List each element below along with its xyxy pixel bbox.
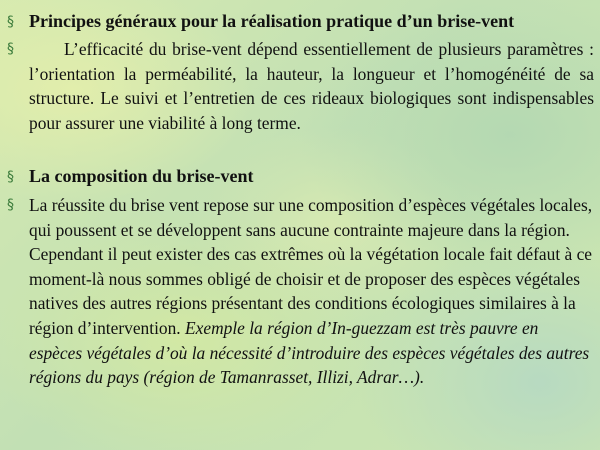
- bullet-icon: §: [7, 197, 14, 213]
- bullet-icon: §: [7, 14, 14, 30]
- bullet-icon: §: [7, 169, 14, 185]
- paragraph-composition: [0, 193, 600, 443]
- bullet-icon: §: [7, 41, 14, 57]
- paragraph-body: L’efficacité du brise-vent dépend essentiellement de plusieurs paramètres : l’orientation la perméabilité, la hauteur, la longueur et l’homogénéité de sa structure. Le suivi et l’entretien de ces rideaux biologiques sont indispensables pour assurer une viabilité à long terme.: [29, 39, 594, 133]
- section-heading-composition: [0, 165, 600, 189]
- heading-text: Principes généraux pour la réalisation pratique d’un brise-vent: [29, 11, 515, 31]
- paragraph-text: [29, 37, 594, 135]
- paragraph-example: Exemple la région d’In-guezzam est très pauvre en espèces végétales d’où la nécessité d’introduire des espèces végétales des autres régions du pays (région de Tamanrasset, Illizi, Adrar…).: [29, 317, 590, 388]
- paragraph-body: La réussite du brise vent repose sur une composition d’espèces végétales locales, qui poussent et se développent sans aucune contrainte majeure dans la région. Cependant il peut exister des cas extrêmes où la végétation locale fait défaut à ce moment-là nous sommes obligé de choisir et de proposer des espèces végétales natives des autres régions présentant des conditions écologiques similaires à la région d’intervention.: [29, 195, 593, 338]
- paragraph-text: [29, 193, 594, 390]
- heading-text: La composition du brise-vent: [29, 166, 254, 186]
- paragraph-efficacite: [0, 37, 600, 159]
- section-heading-principles: [0, 10, 600, 34]
